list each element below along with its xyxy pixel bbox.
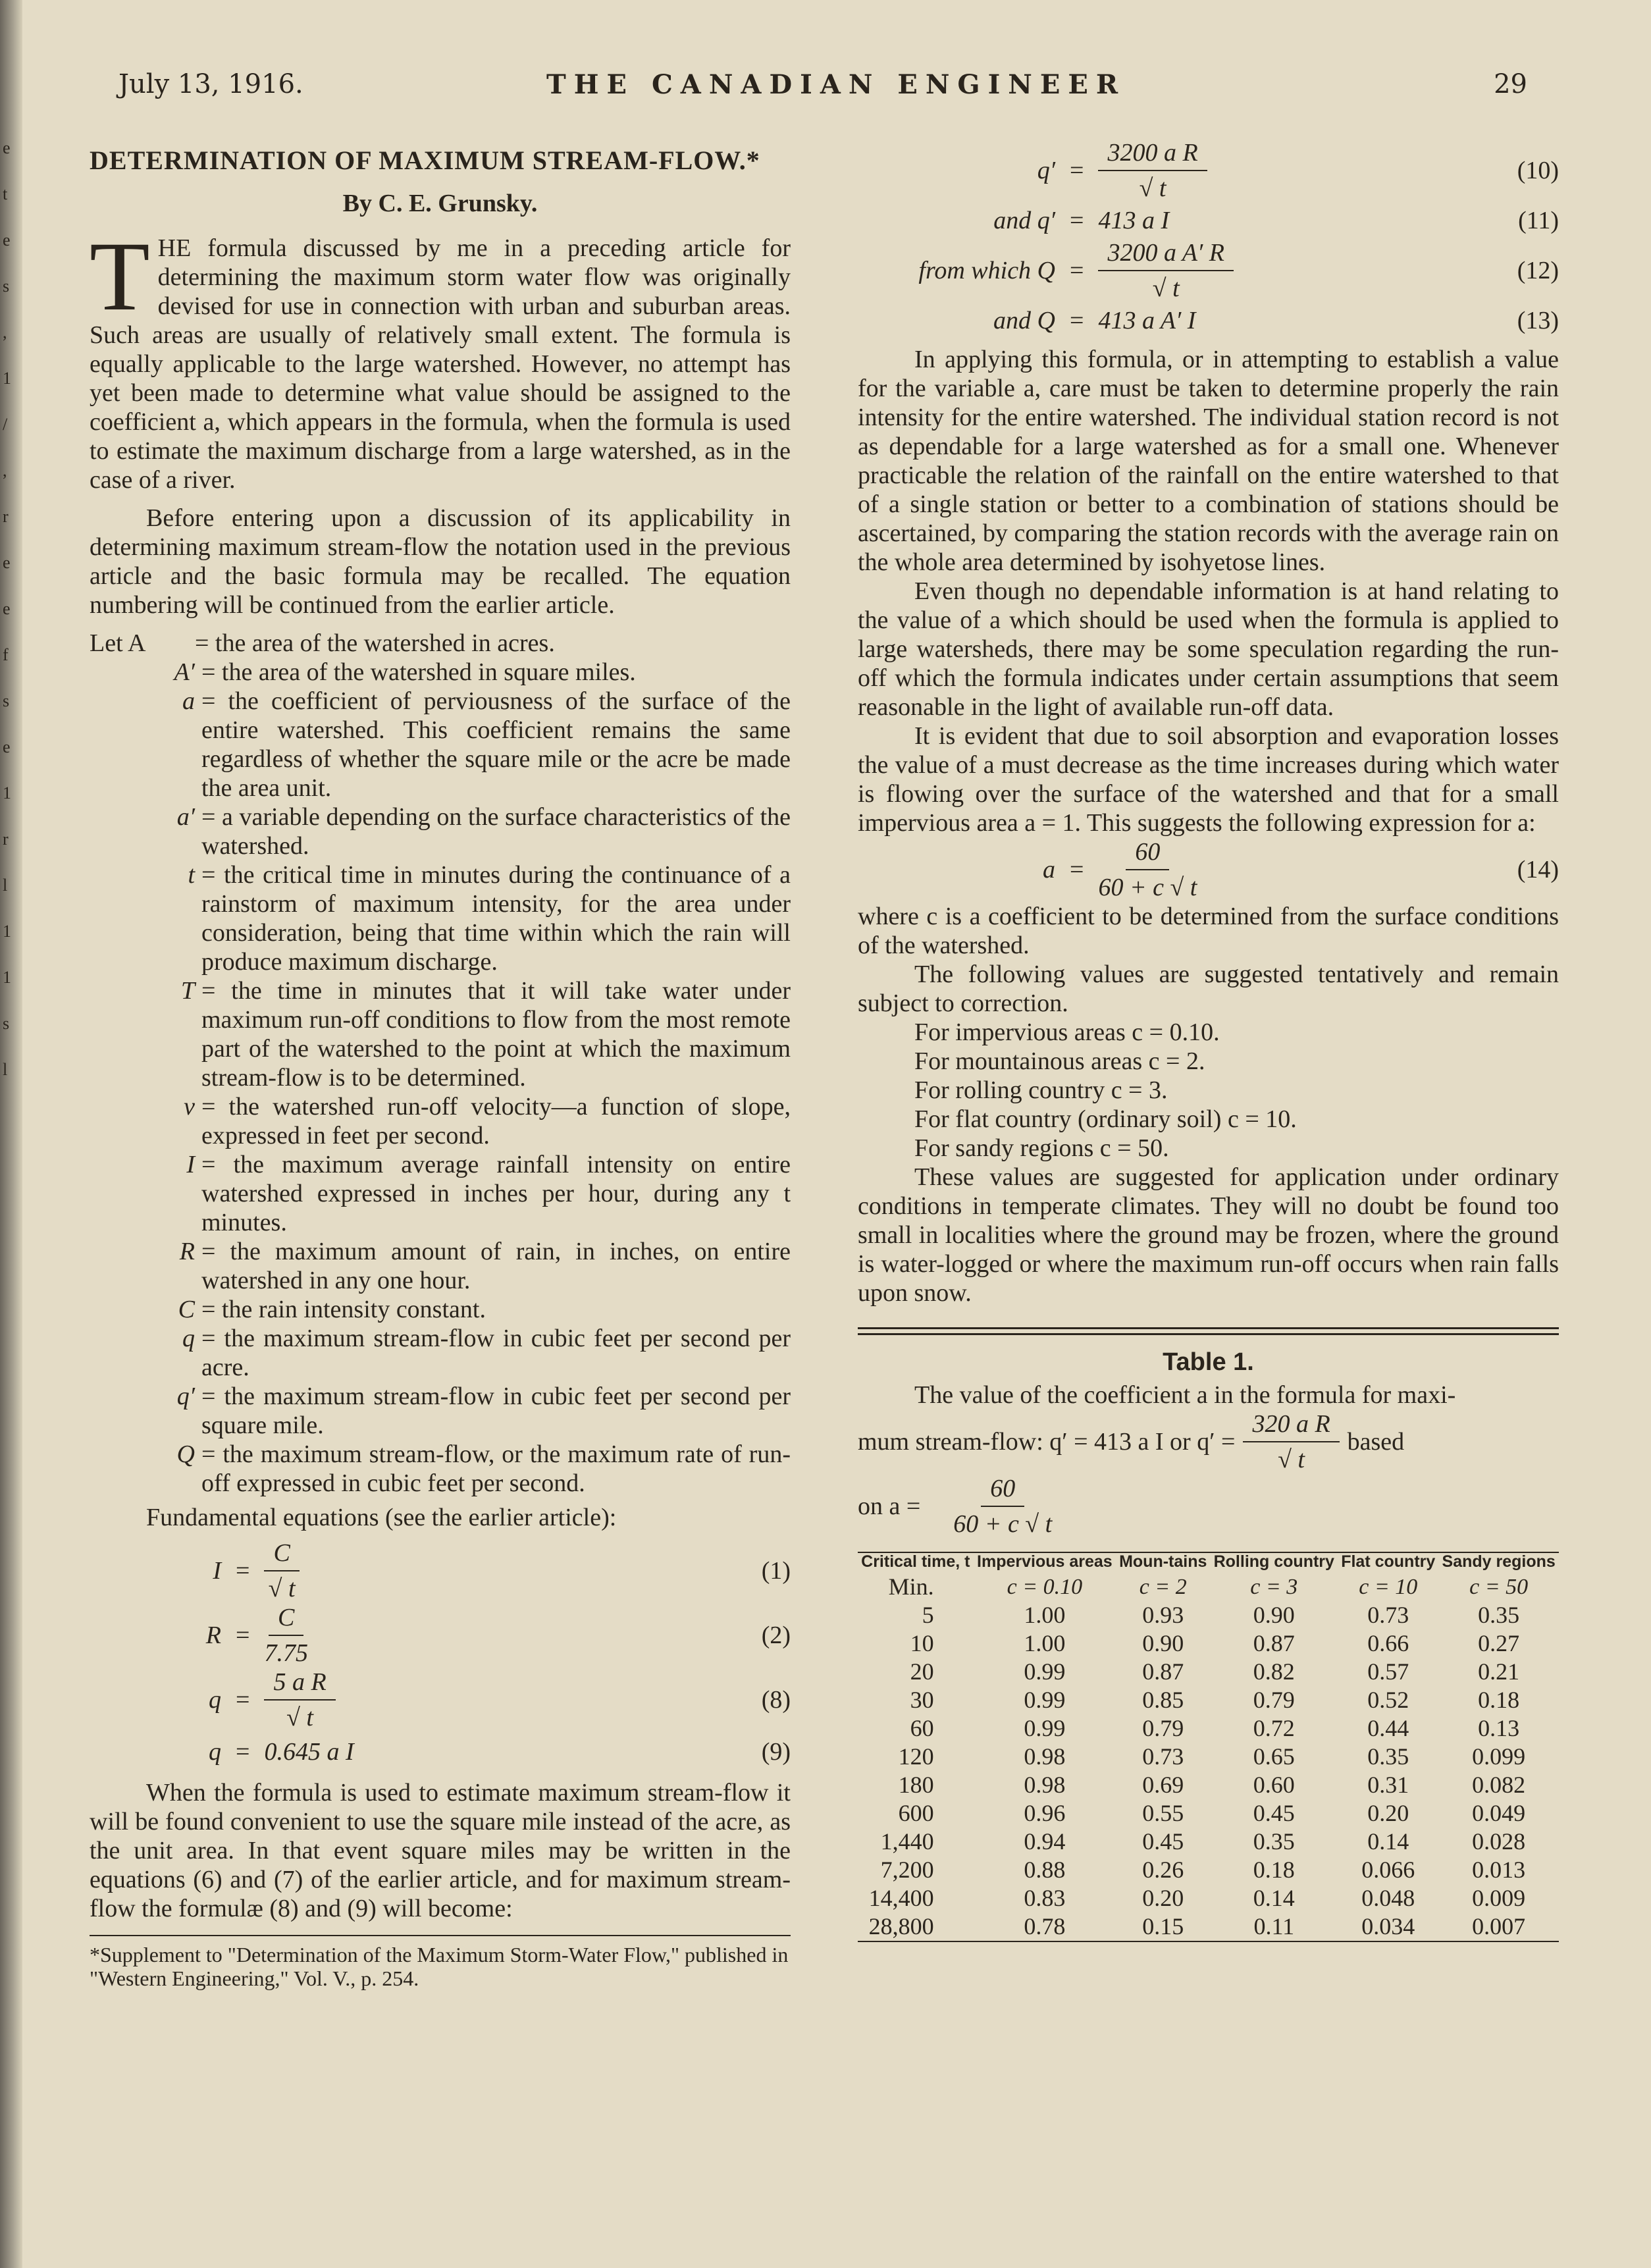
table-row — [858, 1771, 1559, 1799]
coefficient-value-item: For sandy regions c = 50. — [914, 1134, 1169, 1162]
notation-description: = a variable depending on the surface characteristics of the watershed. — [201, 803, 791, 860]
equation-9: q = 0.645 a I (9) — [209, 1738, 791, 1766]
notation-item — [90, 687, 791, 803]
edge-letter: s — [3, 277, 10, 296]
table-row — [858, 1601, 1559, 1629]
article-title: DETERMINATION OF MAXIMUM STREAM-FLOW.* — [90, 145, 760, 175]
table-cell: 0.066 — [1361, 1857, 1415, 1883]
table-cell: c = 0.10 — [1007, 1575, 1083, 1599]
table-cell: 0.72 — [1253, 1715, 1295, 1741]
table-cell: 0.82 — [1253, 1658, 1295, 1685]
notation-symbol: t — [188, 861, 195, 889]
table-row — [858, 1714, 1559, 1743]
edge-letter: s — [3, 1014, 10, 1033]
edge-letter: e — [3, 138, 11, 157]
paragraph-4: In applying this formula, or in attempting to establish a value for the variable a, care must be taken to determine properly the rain intensity for the entire watershed. The individual station record is not as dependable for a large watershed as for a small one. Whenever practicable the relation of the rainfall on the entire watershed to that of a single station or better to a combination of stations should be ascertained, by comparing the station records with the average rain on the whole area determined by isohyetose lines. — [858, 346, 1559, 576]
paragraph-9: These values are suggested for application under ordinary conditions in temperate climates. They will no doubt be found too small in localities where the ground may be frozen, where the ground is water-logged or where the maximum run-off occurs when rain falls upon snow. — [858, 1163, 1559, 1307]
notation-symbol: C — [178, 1296, 195, 1323]
notation-item — [90, 1150, 791, 1237]
edge-letter: 1 — [3, 783, 11, 803]
table-cell: Min. — [888, 1573, 934, 1600]
notation-symbol: a′ — [176, 803, 195, 831]
table-cell: 30 — [910, 1687, 934, 1713]
table-caption-line-1: The value of the coefficient a in the formula for maxi- — [914, 1381, 1456, 1409]
notation-item — [90, 1324, 791, 1382]
table-cell: 0.99 — [1024, 1687, 1066, 1713]
table-cell: 0.082 — [1472, 1772, 1526, 1798]
table-column-header: Flat country — [1341, 1552, 1436, 1571]
table-header-row — [858, 1552, 1559, 1573]
issue-date: July 13, 1916. — [118, 69, 303, 99]
table-cell: 0.99 — [1024, 1715, 1066, 1741]
table-cell: 0.31 — [1367, 1772, 1409, 1798]
table-caption-a-formula: on a = $\frac{60}{60 + c √ t}$ — [858, 1475, 1053, 1538]
section-divider — [858, 1327, 1559, 1335]
notation-item — [90, 1237, 791, 1295]
table-column-header: Rolling country — [1213, 1552, 1334, 1571]
table-cell: c = 50 — [1469, 1575, 1529, 1599]
square-mile-equations — [858, 138, 1559, 338]
table-row — [858, 1629, 1559, 1658]
equation-10: q′ = $\frac{\text{3200 a R}}{√ t}$ (10) — [1037, 139, 1559, 202]
table-row — [858, 1743, 1559, 1771]
paragraph-5: Even though no dependable information is at hand relating to the value of a which should be used when the formula is applied to large watersheds, there may be some speculation regarding the run-off which the formula indicates under certain assumptions that seem reasonable in the light of available run-off data. — [858, 577, 1559, 721]
edge-letter: / — [3, 415, 8, 434]
table-cell: 0.73 — [1367, 1602, 1409, 1628]
edge-letter: l — [3, 876, 8, 895]
table-cell: 0.21 — [1478, 1658, 1520, 1685]
coefficient-value-item: For rolling country c = 3. — [914, 1076, 1168, 1104]
table-cell: 0.20 — [1367, 1800, 1409, 1826]
equation-8: q = $\frac{\text{5 a R}}{√ t}$ (8) — [209, 1668, 791, 1731]
table-cell: 120 — [898, 1743, 934, 1770]
table-cell: 0.79 — [1253, 1687, 1295, 1713]
edge-letter: t — [3, 184, 8, 203]
table-cell: 1.00 — [1024, 1602, 1066, 1628]
table-cell: 0.87 — [1253, 1630, 1295, 1656]
footnote: *Supplement to "Determination of the Maximum Storm-Water Flow," published in "Western Engineering," Vol. V., p. 254. — [90, 1935, 791, 1990]
table-cell: 0.049 — [1472, 1800, 1526, 1826]
table-column-header: Impervious areas — [977, 1552, 1113, 1571]
table-cell: 0.009 — [1472, 1885, 1526, 1911]
notation-description: = the area of the watershed in acres. — [195, 629, 555, 657]
table-cell: 0.98 — [1024, 1743, 1066, 1770]
table-cell: 60 — [910, 1715, 934, 1741]
notation-item — [90, 1295, 791, 1324]
edge-letter: e — [3, 737, 11, 756]
table-cell: 28,800 — [868, 1913, 934, 1939]
table-cell: 0.18 — [1478, 1687, 1520, 1713]
table-cell: 0.65 — [1253, 1743, 1295, 1770]
paragraph-3: When the formula is used to estimate maximum stream-flow it will be found convenient to use the square mile instead of the acre, as the unit area. In that event square miles may be written in the equations (6) and (7) of the earlier article, and for maximum stream-flow the formulæ (8) and (9) will become: — [90, 1779, 791, 1922]
paragraph-8: The following values are suggested tentatively and remain subject to correction. — [858, 961, 1559, 1017]
equation-11: and q′ = 413 a I (11) — [993, 207, 1559, 234]
coefficient-table — [858, 1552, 1559, 1942]
table-cell: 0.60 — [1253, 1772, 1295, 1798]
notation-item — [90, 658, 791, 687]
table-cell: 0.90 — [1253, 1602, 1295, 1628]
table-caption-formula: mum stream-flow: q′ = 413 a I or q′ = $\frac{\text{320 a R}}{√ t}$ based — [858, 1410, 1405, 1473]
edge-letter: s — [3, 691, 10, 710]
notation-description: = the maximum amount of rain, in inches, on entire watershed in any one hour. — [201, 1238, 791, 1294]
notation-item — [90, 860, 791, 976]
table-cell: 0.14 — [1367, 1828, 1409, 1855]
table-cell: 10 — [910, 1630, 934, 1656]
table-cell: 14,400 — [868, 1885, 934, 1911]
table-c-row — [858, 1573, 1559, 1601]
notation-description: = the area of the watershed in square miles. — [201, 658, 636, 686]
edge-letter: r — [3, 830, 9, 849]
table-row — [858, 1884, 1559, 1912]
table-cell: 0.35 — [1253, 1828, 1295, 1855]
table-row — [858, 1856, 1559, 1884]
coefficient-value-item: For mountainous areas c = 2. — [914, 1047, 1205, 1075]
notation-symbol: I — [186, 1151, 195, 1178]
edge-letter: , — [3, 461, 7, 480]
table-cell: 0.94 — [1024, 1828, 1066, 1855]
notation-item — [90, 1092, 791, 1150]
table-cell: 0.27 — [1478, 1630, 1520, 1656]
journal-title: THE CANADIAN ENGINEER — [546, 69, 1126, 100]
notation-description: = the critical time in minutes during the continuance of a rainstorm of maximum intensity, for the area under consideration, being that time within which the rain will produce maximum discharge. — [201, 861, 791, 976]
table-cell: 7,200 — [880, 1857, 934, 1883]
table-cell: 0.35 — [1367, 1743, 1409, 1770]
table-cell: 20 — [910, 1658, 934, 1685]
table-cell: 0.83 — [1024, 1885, 1066, 1911]
table-cell: 0.69 — [1142, 1772, 1184, 1798]
notation-description: = the watershed run-off velocity—a function of slope, expressed in feet per second. — [201, 1093, 791, 1149]
coefficient-values-list — [914, 1018, 1559, 1163]
table-cell: 0.15 — [1142, 1913, 1184, 1939]
notation-description: = the time in minutes that it will take water under maximum run-off conditions to flow from the most remote part of the watershed to the point at which the maximum stream-flow is to be determined. — [201, 977, 791, 1092]
table-cell: 0.90 — [1142, 1630, 1184, 1656]
edge-letter: e — [3, 599, 11, 618]
table-cell: c = 2 — [1139, 1575, 1187, 1599]
paragraph-1: THE formula discussed by me in a preceding article for determining the maximum storm water flow was originally devised for use in connection with urban and suburban areas. Such areas are usually of relatively small extent. The formula is equally applicable to the large watershed. However, no attempt has yet been made to determine what value should be assigned to the coefficient a, which appears in the formula, when the formula is used to estimate the maximum discharge from a large watershed, as in the case of a river. — [90, 222, 791, 494]
edge-letter: l — [3, 1060, 8, 1079]
table-cell: 0.35 — [1478, 1602, 1520, 1628]
table-cell: 1.00 — [1024, 1630, 1066, 1656]
equation-12: from which Q = $\frac{\text{3200 a A′ R}}{√ t}$ (12) — [918, 239, 1559, 302]
page-number: 29 — [1494, 69, 1527, 99]
notation-symbol: q′ — [176, 1383, 195, 1410]
notation-description: = the maximum average rainfall intensity on entire watershed expressed in inches per hour, during any t minutes. — [201, 1151, 791, 1236]
edge-letter: e — [3, 553, 11, 572]
equation-1: I = $\frac{C}{√ t}$ (1) — [213, 1539, 791, 1602]
table-row — [858, 1799, 1559, 1828]
notation-symbol: q — [182, 1325, 195, 1352]
notation-item — [90, 803, 791, 860]
table-cell: 0.007 — [1472, 1913, 1526, 1939]
paragraph-6: It is evident that due to soil absorption and evaporation losses the value of a must decrease as the time increases during which water is flowing over the surface of the watershed and that for a small impervious area a = 1. This suggests the following expression for a: — [858, 722, 1559, 837]
table-cell: 0.45 — [1253, 1800, 1295, 1826]
paragraph-7: where c is a coefficient to be determined from the surface conditions of the watershed. — [858, 903, 1559, 959]
edge-letter: 1 — [3, 369, 11, 388]
table-cell: 0.66 — [1367, 1630, 1409, 1656]
table-cell: 0.55 — [1142, 1800, 1184, 1826]
table-cell: 0.028 — [1472, 1828, 1526, 1855]
table-cell: c = 3 — [1250, 1575, 1298, 1599]
table-cell: 0.52 — [1367, 1687, 1409, 1713]
table-cell: 0.13 — [1478, 1715, 1520, 1741]
table-column-header: Sandy regions — [1442, 1552, 1556, 1571]
edge-letter: r — [3, 507, 9, 526]
notation-description: = the coefficient of perviousness of the surface of the entire watershed. This coefficient remains the same regardless of whether the square mile or the acre be made the area unit. — [201, 687, 791, 802]
notation-symbol: R — [179, 1238, 195, 1265]
notation-item — [90, 1440, 791, 1498]
notation-symbol: A′ — [174, 658, 195, 686]
table-cell: 1,440 — [880, 1828, 934, 1855]
edge-letter: 1 — [3, 922, 11, 941]
equation-2: R = $\frac{C}{7.75}$ (2) — [205, 1604, 791, 1667]
table-cell: 0.57 — [1367, 1658, 1409, 1685]
drop-cap: T — [90, 222, 150, 331]
table-column-header: Moun-tains — [1119, 1552, 1207, 1571]
notation-item — [90, 629, 791, 658]
binding-edge — [0, 0, 22, 2268]
table-cell: 0.85 — [1142, 1687, 1184, 1713]
fundamental-equations-intro: Fundamental equations (see the earlier article): — [146, 1504, 617, 1531]
table-row — [858, 1912, 1559, 1941]
notation-description: = the maximum stream-flow in cubic feet per second per acre. — [201, 1325, 791, 1381]
table-column-header: Critical time, t — [861, 1552, 970, 1571]
table-cell: 0.048 — [1361, 1885, 1415, 1911]
table-cell: 0.45 — [1142, 1828, 1184, 1855]
notation-symbol: Let A — [90, 629, 146, 657]
table-cell: 180 — [898, 1772, 934, 1798]
table-cell: 0.099 — [1472, 1743, 1526, 1770]
table-cell: 0.78 — [1024, 1913, 1066, 1939]
table-cell: 0.013 — [1472, 1857, 1526, 1883]
coefficient-value-item: For flat country (ordinary soil) c = 10. — [914, 1105, 1297, 1133]
table-cell: 0.87 — [1142, 1658, 1184, 1685]
byline: By C. E. Grunsky. — [342, 190, 538, 217]
table-cell: 0.98 — [1024, 1772, 1066, 1798]
notation-item — [90, 1382, 791, 1440]
right-column — [858, 138, 1559, 1942]
table-cell: 0.99 — [1024, 1658, 1066, 1685]
fundamental-equations — [90, 1539, 791, 1772]
notation-symbol: Q — [176, 1440, 195, 1468]
coefficient-value-item: For impervious areas c = 0.10. — [914, 1018, 1220, 1046]
table-cell: 0.14 — [1253, 1885, 1295, 1911]
table-cell: 5 — [922, 1602, 934, 1628]
left-column — [90, 138, 791, 1990]
table-row — [858, 1658, 1559, 1686]
edge-letter: 1 — [3, 968, 11, 987]
table-row — [858, 1686, 1559, 1714]
notation-description: = the maximum stream-flow, or the maximum rate of run-off expressed in cubic feet per second. — [201, 1440, 791, 1497]
equation-14: a = $\frac{60}{60 + c √ t}$ (14) — [1043, 838, 1559, 901]
notation-symbol: a — [182, 687, 195, 715]
table-cell: 0.26 — [1142, 1857, 1184, 1883]
table-cell: 0.93 — [1142, 1602, 1184, 1628]
table-cell: 600 — [898, 1800, 934, 1826]
table-cell: 0.88 — [1024, 1857, 1066, 1883]
table-cell: 0.18 — [1253, 1857, 1295, 1883]
table-title: Table 1. — [1163, 1348, 1254, 1376]
equation-13: and Q = 413 a A′ I (13) — [993, 307, 1559, 334]
table-cell: 0.20 — [1142, 1885, 1184, 1911]
table-cell: c = 10 — [1359, 1575, 1418, 1599]
notation-symbol: T — [180, 977, 195, 1005]
paragraph-2: Before entering upon a discussion of its applicability in determining maximum stream-flow the notation used in the previous article and the basic formula may be recalled. The equation numbering will be continued from the earlier article. — [90, 504, 791, 619]
edge-letter: , — [3, 323, 7, 342]
notation-description: = the rain intensity constant. — [201, 1296, 486, 1323]
table-cell: 0.79 — [1142, 1715, 1184, 1741]
table-cell: 0.034 — [1361, 1913, 1415, 1939]
table-cell: 0.96 — [1024, 1800, 1066, 1826]
table-cell: 0.44 — [1367, 1715, 1409, 1741]
edge-letter: e — [3, 230, 11, 250]
notation-symbol: v — [184, 1093, 195, 1121]
running-head — [118, 69, 1527, 109]
table-cell: 0.73 — [1142, 1743, 1184, 1770]
notation-description: = the maximum stream-flow in cubic feet per second per square mile. — [201, 1383, 791, 1439]
edge-letter: f — [3, 645, 9, 664]
table-cell: 0.11 — [1253, 1913, 1295, 1939]
notation-list — [90, 629, 791, 1498]
table-row — [858, 1828, 1559, 1856]
notation-item — [90, 976, 791, 1092]
